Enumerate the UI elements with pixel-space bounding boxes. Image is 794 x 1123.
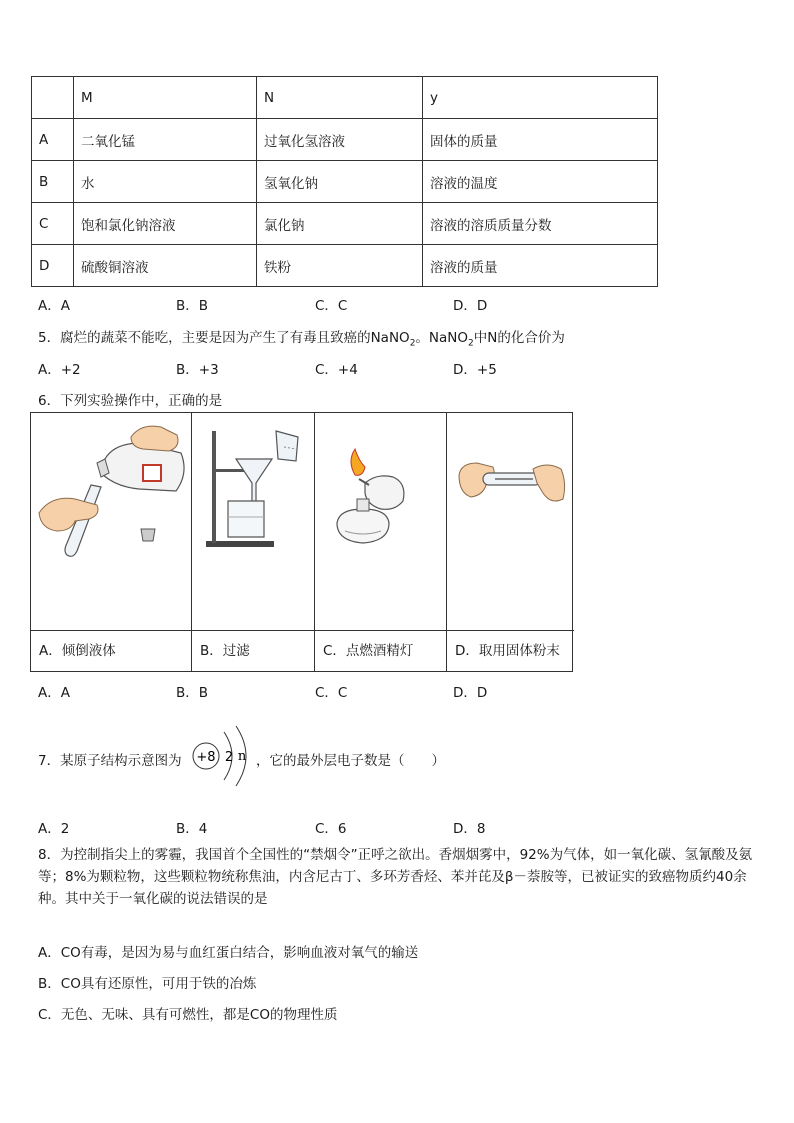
q5-text: 。NaNO (415, 330, 469, 346)
table-cell: 溶液的温度 (423, 161, 658, 203)
table-row (32, 119, 658, 161)
option-c: C．C (315, 685, 348, 701)
table-cell: 氢氧化钠 (257, 161, 423, 203)
option-b: B．+3 (176, 362, 219, 378)
options-table (31, 76, 658, 287)
table-row (32, 245, 658, 287)
table-cell: 溶液的溶质质量分数 (423, 203, 658, 245)
table-cell: N (257, 77, 423, 119)
first-shell-electrons: 2 (224, 750, 234, 765)
pouring-liquid-illustration (31, 413, 191, 631)
option-b: B．B (176, 298, 209, 314)
table-cell: 硫酸铜溶液 (74, 245, 257, 287)
second-shell-electrons: n (237, 749, 247, 764)
figure-cell-d (447, 413, 574, 671)
option-d: D．D (453, 685, 488, 701)
option-a: A．A (38, 298, 70, 314)
option-d: D．D (453, 298, 488, 314)
nucleus-charge: +8 (196, 750, 216, 765)
q7-stem-pre: 7．某原子结构示意图为 (38, 753, 182, 769)
q7-stem-post: ，它的最外层电子数是（ ） (256, 753, 445, 769)
q8-stem: 8．为控制指尖上的雾霾，我国首个全国性的“禁烟令”正呼之欲出。香烟烟雾中，92%为气体，如一氧化碳、氢氰酸及氨等；8%为颗粒物，这些颗粒物统称焦油，内含尼古丁、多环芳香烃、苯并芘及β－萘胺等，已被证实的致癌物质约40余种。其中关于一氧化碳的说法错误的是 (38, 847, 753, 907)
option-d: D．+5 (453, 362, 497, 378)
q6-stem: 6．下列实验操作中，正确的是 (38, 393, 223, 409)
table-cell: A (32, 119, 74, 161)
subscript: 2 (409, 338, 416, 349)
table-cell: 氯化钠 (257, 203, 423, 245)
option-a: A．+2 (38, 362, 81, 378)
option-d: D．8 (453, 821, 486, 837)
table-cell: 固体的质量 (423, 119, 658, 161)
table-cell: 铁粉 (257, 245, 423, 287)
option-c: C．+4 (315, 362, 358, 378)
q8-option-a: A．CO有毒，是因为易与血红蛋白结合，影响血液对氧气的输送 (38, 945, 419, 961)
table-row (32, 203, 658, 245)
experiment-figure-table (30, 412, 573, 672)
table-cell: 水 (74, 161, 257, 203)
option-c: C．6 (315, 821, 347, 837)
caption-a: A．倾倒液体 (31, 630, 191, 671)
table-cell: 二氧化锰 (74, 119, 257, 161)
option-a: A．A (38, 685, 70, 701)
figure-cell-c (315, 413, 447, 671)
q5-text: 中N的化合价为 (473, 330, 565, 346)
lighting-alcohol-lamp-illustration (315, 413, 446, 631)
table-cell (32, 77, 74, 119)
option-c: C．C (315, 298, 348, 314)
q5-text: 5．腐烂的蔬菜不能吃，主要是因为产生了有毒且致癌的NaNO (38, 330, 410, 346)
caption-d: D．取用固体粉末 (447, 630, 574, 671)
q5-stem (38, 326, 565, 349)
option-b: B．B (176, 685, 209, 701)
caption-b: B．过滤 (192, 630, 314, 671)
figure-cell-b (192, 413, 315, 671)
taking-powder-illustration (447, 413, 573, 631)
q8-option-c: C．无色、无味、具有可燃性，都是CO的物理性质 (38, 1007, 338, 1023)
table-cell: C (32, 203, 74, 245)
table-cell: 溶液的质量 (423, 245, 658, 287)
figure-cell-a (31, 413, 192, 671)
table-cell: 饱和氯化钠溶液 (74, 203, 257, 245)
table-row (32, 161, 658, 203)
table-cell: M (74, 77, 257, 119)
table-cell: 过氧化氢溶液 (257, 119, 423, 161)
table-cell: D (32, 245, 74, 287)
filtration-illustration (192, 413, 314, 631)
table-header-row (32, 77, 658, 119)
subscript: 2 (468, 338, 474, 349)
table-cell: B (32, 161, 74, 203)
option-a: A．2 (38, 821, 70, 837)
table-cell: y (423, 77, 658, 119)
option-b: B．4 (176, 821, 208, 837)
caption-c: C．点燃酒精灯 (315, 630, 446, 671)
q8-option-b: B．CO具有还原性，可用于铁的冶炼 (38, 976, 257, 992)
